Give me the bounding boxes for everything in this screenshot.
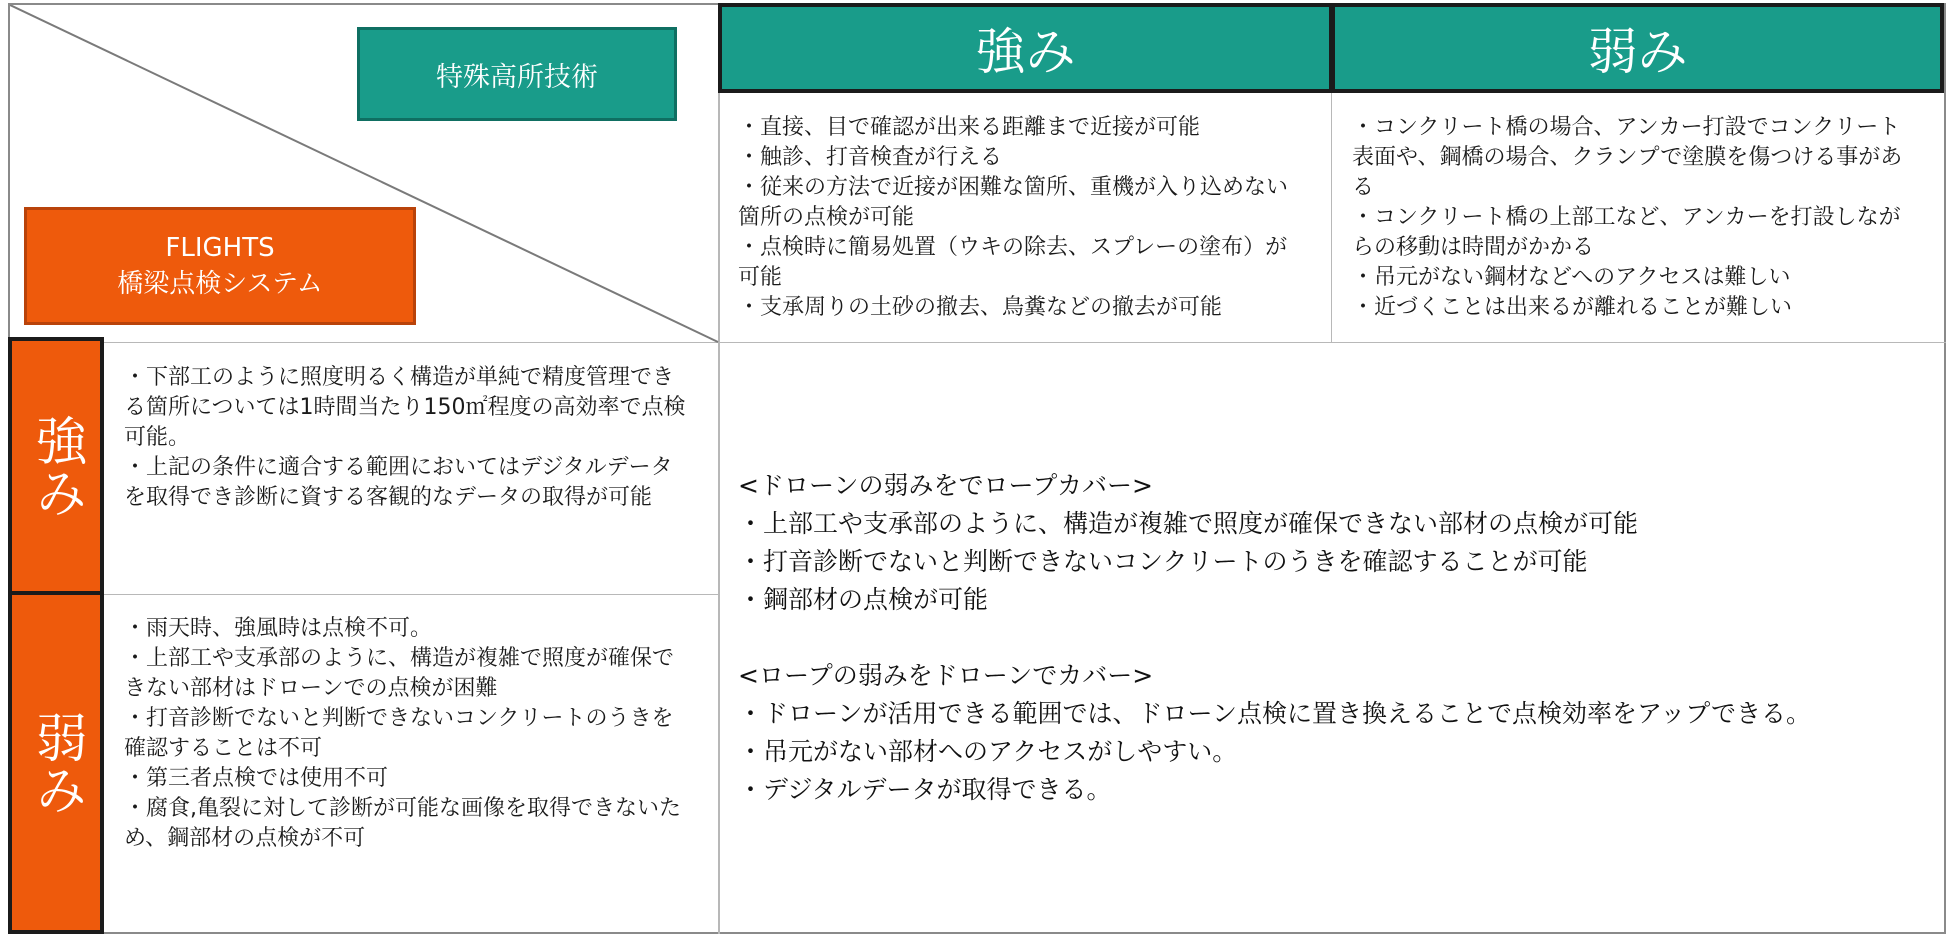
list-item: ・上部工や支承部のように、構造が複雑で照度が確保できない部材はドローンでの点検が困難 bbox=[124, 646, 675, 701]
list-item: ・腐食,亀裂に対して診断が可能な画像を取得できないため、鋼部材の点検が不可 bbox=[124, 796, 681, 851]
list-item: ・コンクリート橋の場合、アンカー打設でコンクリート表面や、鋼橋の場合、クランプで塗膜を傷つける事がある bbox=[1352, 115, 1903, 200]
column-header-strength bbox=[718, 3, 1333, 93]
divider-columns bbox=[1331, 90, 1332, 342]
list-item: ・打音診断でないと判断できないコンクリートのうきを確認することが可能 bbox=[738, 547, 1588, 576]
list-item: ・コンクリート橋の上部工など、アンカーを打設しながらの移動は時間がかかる bbox=[1352, 205, 1901, 260]
list-item: ・第三者点検では使用不可 bbox=[124, 766, 389, 791]
list-item: ・デジタルデータが取得できる。 bbox=[738, 775, 1112, 804]
list-item: ・鋼部材の点検が可能 bbox=[738, 585, 989, 614]
list-item: ・吊元がない部材へのアクセスがしやすい。 bbox=[738, 737, 1238, 766]
drone-system-label bbox=[24, 207, 416, 325]
list-item: ・触診、打音検査が行える bbox=[738, 145, 1003, 170]
rope-technique-label bbox=[357, 27, 677, 121]
rope-strengths-cell bbox=[738, 113, 1308, 323]
column-header-strength-text: 強み bbox=[975, 23, 1076, 81]
combined-section1-title: <ドローンの弱みをでロープカバー> bbox=[738, 471, 1153, 500]
row-header-weakness bbox=[8, 591, 104, 934]
list-item: ・支承周りの土砂の撤去、鳥糞などの撤去が可能 bbox=[738, 295, 1223, 320]
list-item: ・吊元がない鋼材などへのアクセスは難しい bbox=[1352, 265, 1791, 290]
list-item: ・打音診断でないと判断できないコンクリートのうきを確認することは不可 bbox=[124, 706, 674, 761]
row-header-weakness-text: 弱み bbox=[26, 710, 86, 815]
drone-system-label-line2: 橋梁点検システム bbox=[117, 269, 323, 299]
list-item: ・従来の方法で近接が困難な箇所、重機が入り込めない箇所の点検が可能 bbox=[738, 175, 1289, 230]
list-item: ・点検時に簡易処置（ウキの除去、スプレーの塗布）が可能 bbox=[738, 235, 1288, 290]
list-item: ・上記の条件に適合する範囲においてはデジタルデータを取得でき診断に資する客観的なデータの取得が可能 bbox=[124, 455, 673, 510]
list-item: ・直接、目で確認が出来る距離まで近接が可能 bbox=[738, 115, 1201, 140]
rope-weaknesses-cell bbox=[1352, 113, 1922, 323]
list-item: ・雨天時、強風時は点検不可。 bbox=[124, 616, 433, 641]
column-header-weakness bbox=[1331, 3, 1944, 93]
column-header-weakness-text: 弱み bbox=[1587, 23, 1688, 81]
combined-section2-title: <ロープの弱みをドローンでカバー> bbox=[738, 661, 1154, 690]
row-header-strength-text: 強み bbox=[26, 414, 86, 518]
list-item: ・上部工や支承部のように、構造が複雑で照度が確保できない部材の点検が可能 bbox=[738, 509, 1639, 538]
section-spacer bbox=[738, 619, 1938, 657]
list-item: ・近づくことは出来るが離れることが難しい bbox=[1352, 295, 1793, 320]
combined-cell bbox=[738, 467, 1938, 809]
divider-rows bbox=[104, 594, 718, 595]
drone-weaknesses-cell bbox=[124, 614, 692, 854]
list-item: ・ドローンが活用できる範囲では、ドローン点検に置き換えることで点検効率をアップできる。 bbox=[738, 699, 1812, 728]
drone-system-label-line1: FLIGHTS bbox=[165, 233, 275, 263]
drone-strengths-cell bbox=[124, 363, 692, 513]
list-item: ・下部工のように照度明るく構造が単純で精度管理できる箇所については1時間当たり150㎡程度の高効率で点検可能。 bbox=[124, 365, 686, 450]
row-header-strength bbox=[8, 337, 104, 595]
rope-technique-label-text: 特殊高所技術 bbox=[436, 61, 598, 93]
